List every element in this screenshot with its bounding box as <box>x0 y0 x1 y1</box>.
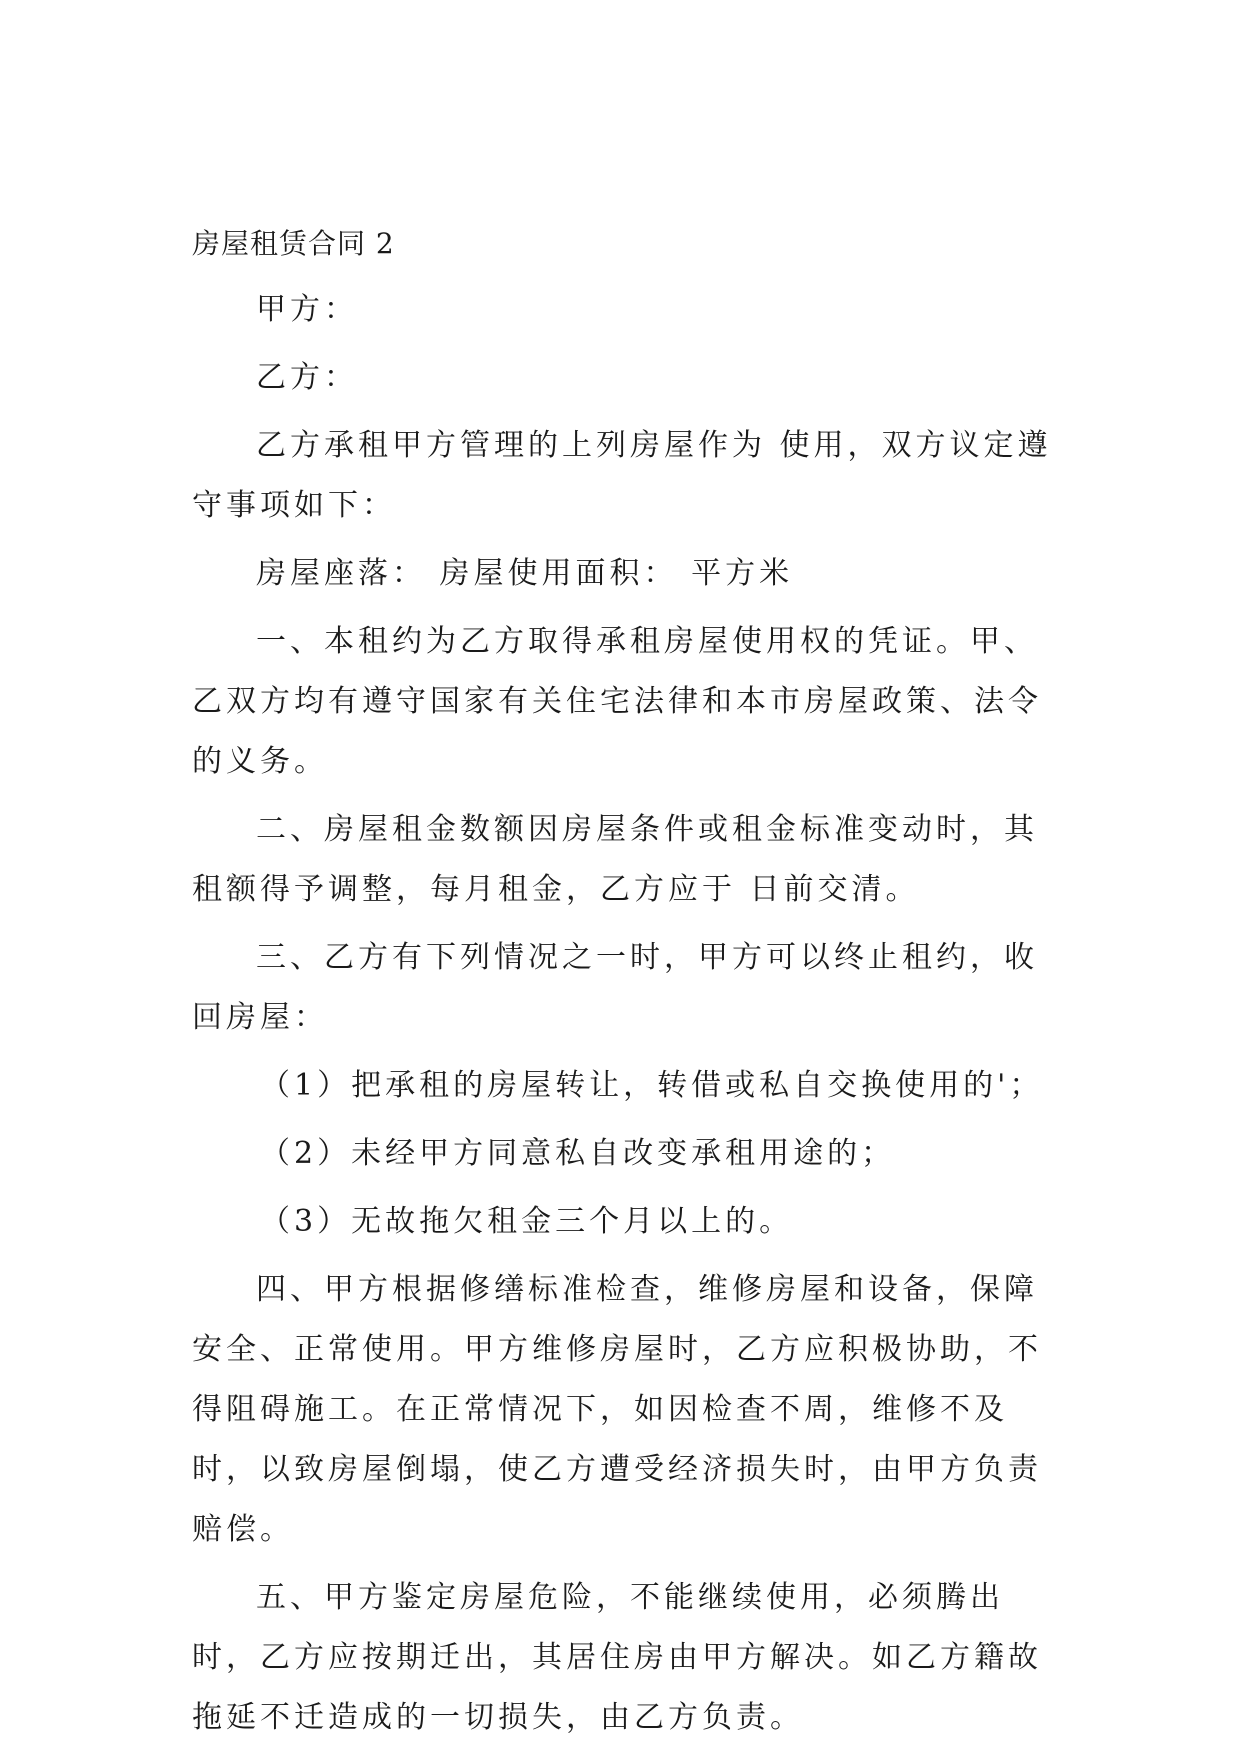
clause-4-paragraph: 四、甲方根据修缮标准检查，维修房屋和设备，保障安全、正常使用。甲方维修房屋时，乙方应积极协助，不得阻碍施工。在正常情况下，如因检查不周，维修不及时，以致房屋倒塌，使乙方遭受经济损失时，由甲方负责赔偿。 <box>192 1272 1042 1547</box>
party-b-line: 乙方： <box>256 360 358 395</box>
party-a-line: 甲方： <box>256 292 358 327</box>
intro-paragraph: 乙方承租甲方管理的上列房屋作为 使用，双方议定遵守事项如下： <box>192 428 1052 523</box>
clause-3-paragraph: 三、乙方有下列情况之一时，甲方可以终止租约，收回房屋： <box>192 940 1038 1035</box>
clause-5-paragraph: 五、甲方鉴定房屋危险，不能继续使用，必须腾出时，乙方应按期迁出，其居住房由甲方解决。如乙方籍故拖延不迁造成的一切损失，由乙方负责。 <box>192 1580 1042 1735</box>
property-info-line: 房屋座落： 房屋使用面积： 平方米 <box>256 556 794 591</box>
clause-2-paragraph: 二、房屋租金数额因房屋条件或租金标准变动时，其租额得予调整，每月租金，乙方应于 日前交清。 <box>192 812 1038 907</box>
clause-3-item-3: （3）无故拖欠租金三个月以上的。 <box>260 1204 794 1239</box>
clause-3-item-2: （2）未经甲方同意私自改变承租用途的； <box>260 1136 896 1171</box>
clause-1-paragraph: 一、本租约为乙方取得承租房屋使用权的凭证。甲、乙双方均有遵守国家有关住宅法律和本市房屋政策、法令的义务。 <box>192 624 1042 779</box>
document-title: 房屋租赁合同 2 <box>192 227 395 260</box>
clause-3-item-1: （1）把承租的房屋转让，转借或私自交换使用的'； <box>260 1068 1044 1103</box>
document-body <box>192 216 1052 1756</box>
